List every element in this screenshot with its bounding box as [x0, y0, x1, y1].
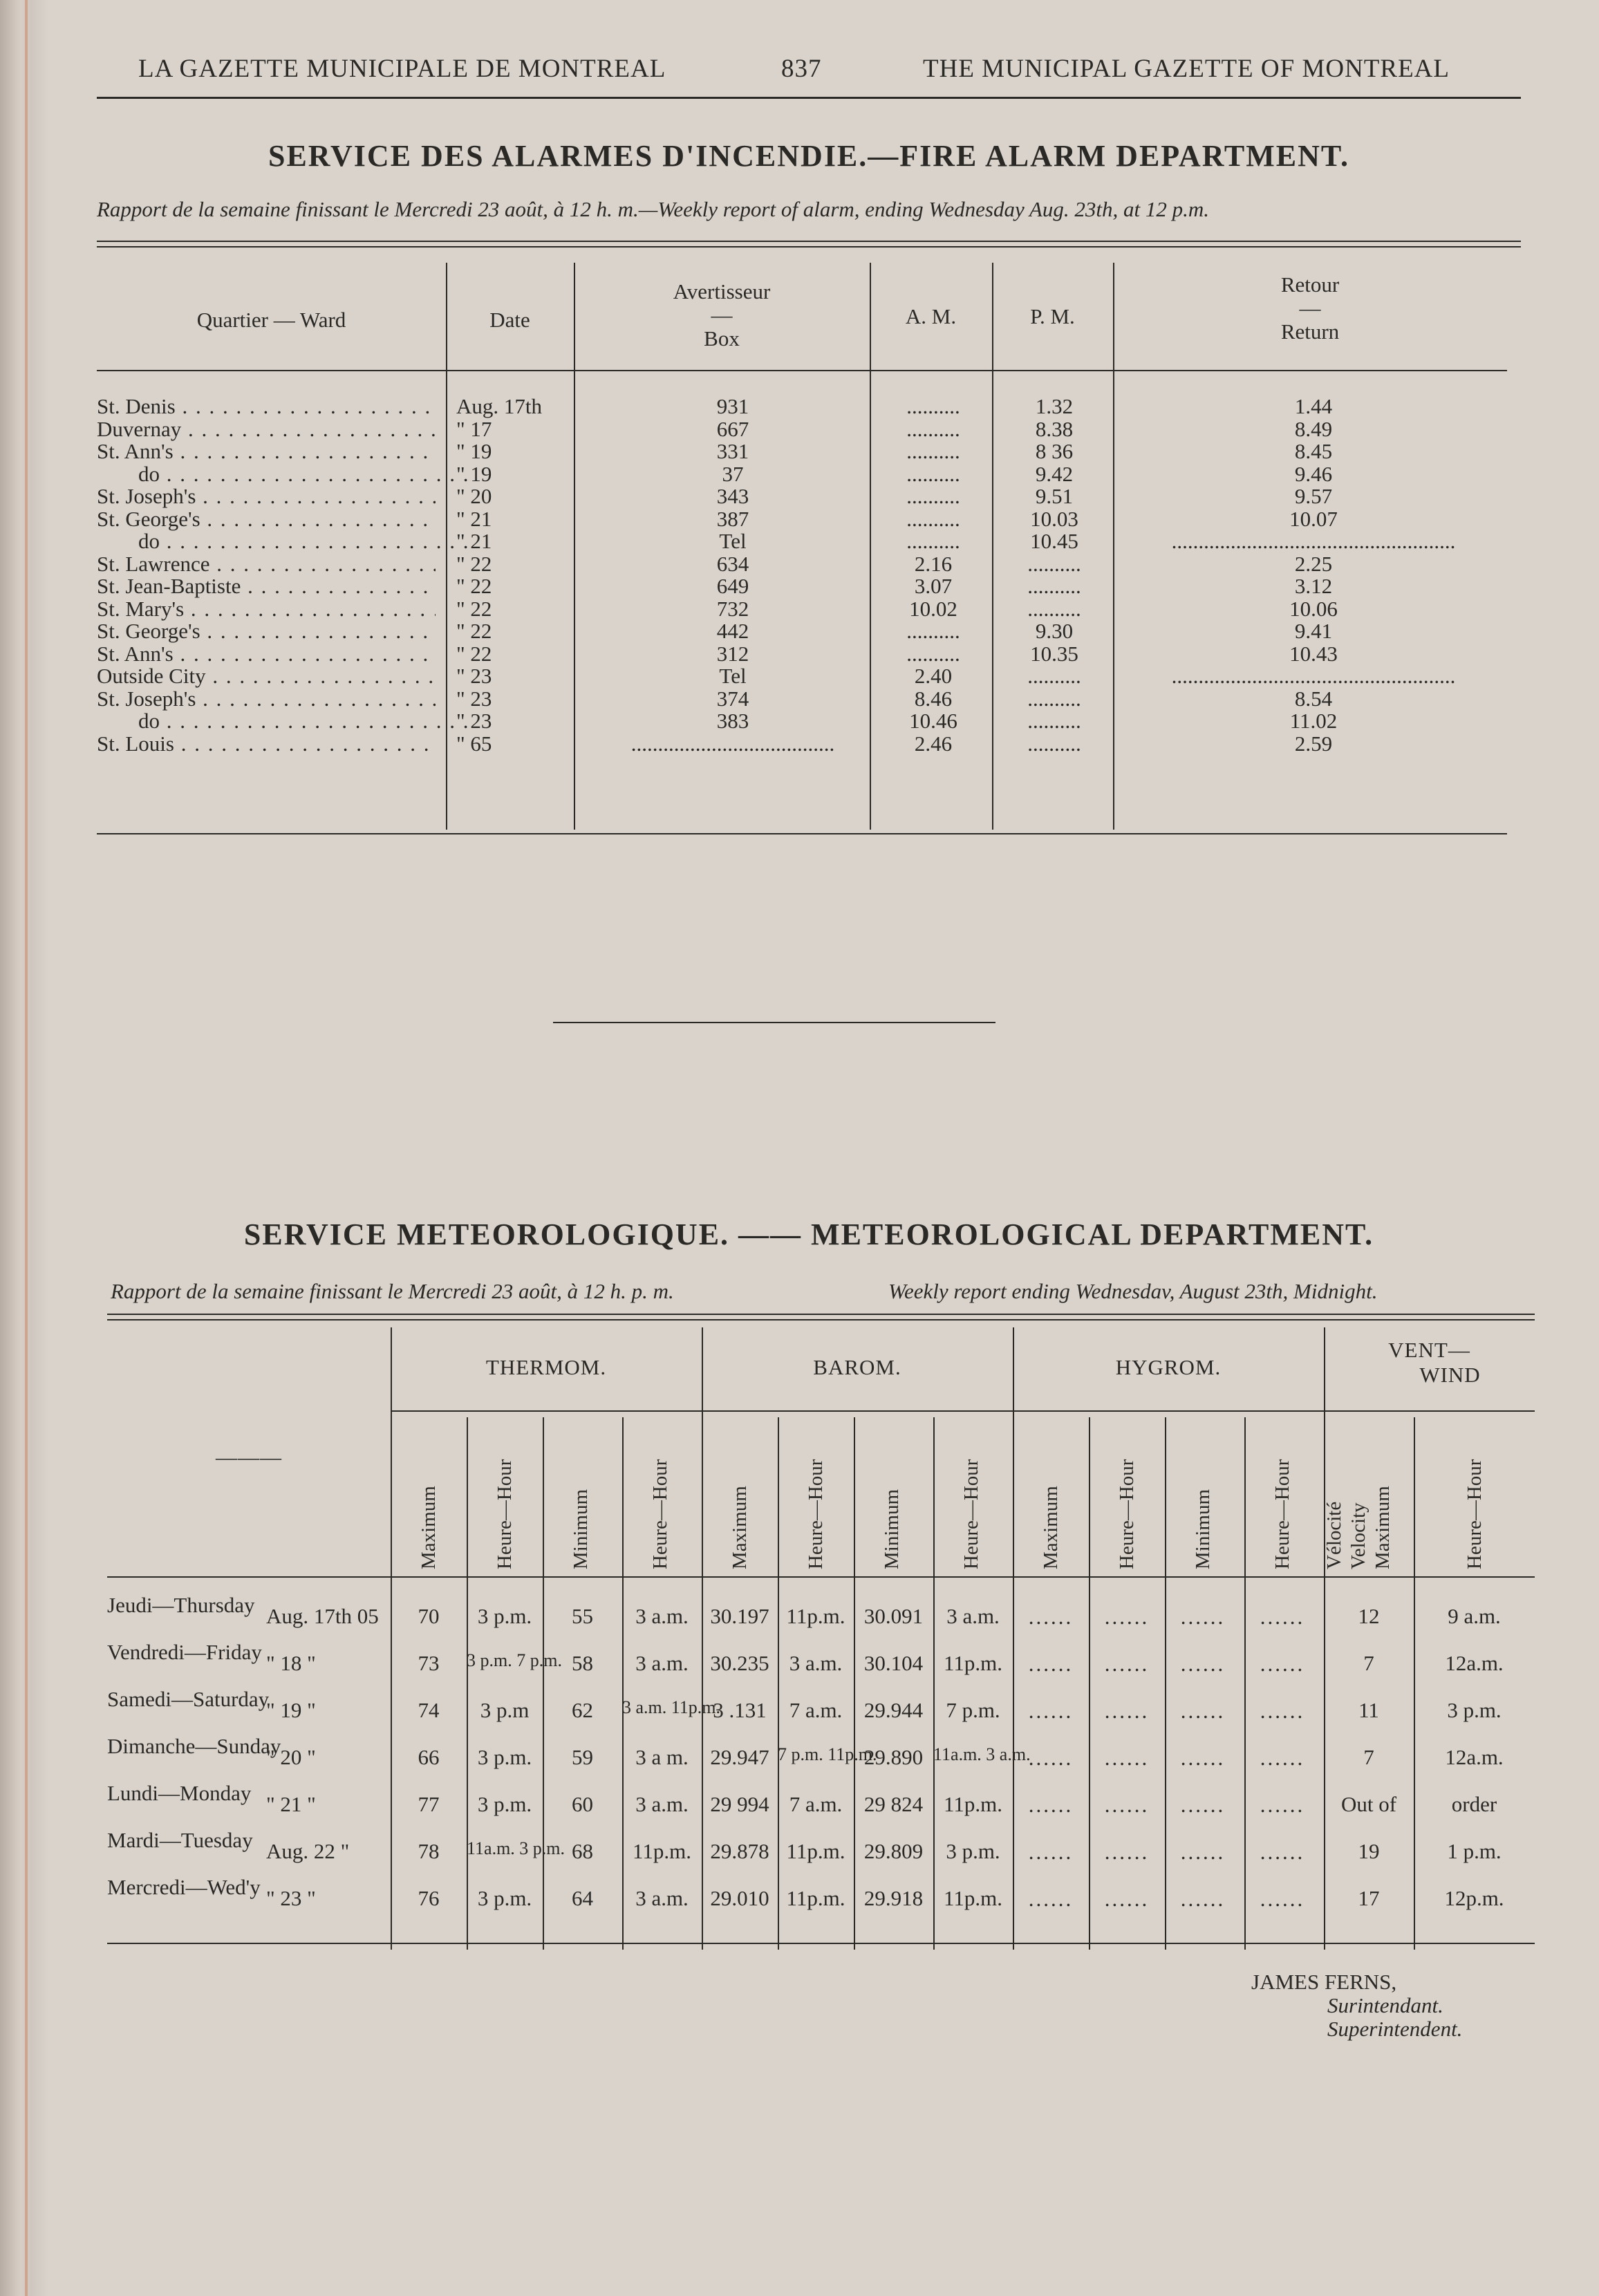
cell-thermom-max: 70	[418, 1604, 440, 1628]
meteorological-table	[107, 1320, 1535, 1957]
cell-hygrom-empty	[1013, 1699, 1089, 1724]
barom-max-header: Maximum	[729, 1486, 751, 1569]
cell-thermom-min: 59	[572, 1745, 593, 1769]
cell-hygrom-empty	[1013, 1652, 1089, 1677]
cell-date: " 22	[456, 641, 492, 666]
cell-date: " 23	[456, 709, 492, 733]
cell-thermom-min-hour: 3 a.m. 11p.m.	[622, 1697, 721, 1717]
fire-table-row	[97, 619, 1521, 641]
cell-hygrom-empty	[1165, 1887, 1241, 1912]
cell-box: 343	[716, 484, 749, 508]
cell-wind-hour: 12a.m.	[1445, 1651, 1504, 1675]
cell-ward: do . . .	[97, 529, 477, 554]
cell-barom-min-hour: 11p.m.	[944, 1792, 1002, 1816]
header-am: A. M.	[905, 304, 957, 328]
cell-date: " 23 "	[266, 1886, 316, 1910]
cell-return: 10.06	[1289, 596, 1338, 621]
hygrom-max-hour-header: Heure—Hour	[1116, 1459, 1138, 1569]
fire-table-row	[97, 664, 1521, 686]
fire-table-row	[97, 709, 1521, 731]
cell-thermom-min: 55	[572, 1604, 593, 1628]
cell-thermom-max-hour: 3 p.m. 7 p.m.	[467, 1650, 562, 1670]
cell-pm: 9.30	[1035, 619, 1074, 643]
cell-ward: St. Mary's . . .	[97, 597, 436, 622]
cell-return: .....................................................	[1171, 529, 1456, 553]
cell-hygrom-empty	[1165, 1652, 1241, 1677]
fire-table-row	[97, 417, 1521, 439]
fire-table-row	[97, 529, 1521, 551]
vent-header-fr: VENT—	[1388, 1338, 1470, 1362]
cell-velocity: 19	[1358, 1839, 1380, 1863]
cell-date: Aug. 17th	[456, 394, 542, 418]
cell-thermom-max-hour: 3 p.m.	[477, 1792, 532, 1816]
cell-date: " 65	[456, 731, 492, 756]
meteo-title: SERVICE METEOROLOGIQUE. —— METEOROLOGICAL DEPARTMENT.	[243, 1217, 1374, 1251]
fire-table-row	[97, 439, 1521, 461]
cell-return: 8.49	[1294, 416, 1333, 441]
meteo-table-row	[107, 1829, 1535, 1876]
cell-am: ..........	[906, 529, 960, 553]
cell-wind-hour: 9 a.m.	[1448, 1604, 1501, 1628]
cell-barom-max-hour: 7 a.m.	[789, 1792, 843, 1816]
cell-thermom-max: 73	[418, 1651, 440, 1675]
meteo-table-row	[107, 1688, 1535, 1735]
cell-hygrom-empty	[1244, 1746, 1320, 1771]
header-return-dash: —	[1299, 296, 1321, 320]
cell-pm: 10.35	[1030, 641, 1078, 666]
header-return	[1113, 273, 1507, 344]
cell-ward: Outside City . . .	[97, 664, 436, 689]
cell-box: 37	[722, 461, 744, 486]
cell-return: 2.25	[1294, 551, 1333, 576]
cell-hygrom-empty	[1013, 1887, 1089, 1912]
cell-date: " 19	[456, 461, 492, 486]
cell-hygrom-empty	[1244, 1887, 1320, 1912]
cell-date: Aug. 22 "	[266, 1839, 350, 1863]
cell-barom-min: 29.809	[863, 1839, 924, 1863]
cell-date: " 21 "	[266, 1792, 316, 1816]
meteo-header-rule	[107, 1576, 1535, 1578]
cell-hygrom-empty	[1165, 1605, 1241, 1630]
cell-ward: St. George's . . .	[97, 619, 436, 644]
header-box-fr: Avertisseur	[673, 279, 771, 304]
signature-title-en: Superintendent.	[1327, 2017, 1463, 2041]
cell-barom-max: 30.235	[710, 1651, 769, 1675]
cell-am: ..........	[906, 461, 960, 486]
header-date: Date	[489, 308, 530, 332]
cell-hygrom-empty	[1013, 1840, 1089, 1865]
cell-velocity: 17	[1358, 1886, 1380, 1910]
cell-hygrom-empty	[1089, 1652, 1165, 1677]
cell-thermom-min: 68	[572, 1839, 593, 1863]
signature-block	[1251, 1970, 1462, 2041]
cell-barom-max: 29.947	[710, 1745, 769, 1769]
cell-box: 667	[716, 416, 749, 441]
meteo-bottom-rule	[107, 1943, 1535, 1944]
cell-wind-hour: 1 p.m.	[1447, 1839, 1502, 1863]
cell-return: 10.43	[1289, 641, 1338, 666]
signature-title-fr: Surintendant.	[1327, 1993, 1443, 2017]
cell-box: 931	[716, 394, 749, 418]
cell-ward: do . . .	[97, 709, 477, 734]
wind-hour-header: Heure—Hour	[1463, 1459, 1486, 1569]
cell-velocity: Out of	[1340, 1792, 1397, 1816]
cell-day: Vendredi—Friday	[107, 1640, 262, 1664]
thermom-max-header: Maximum	[418, 1486, 440, 1569]
cell-return: 1.44	[1294, 394, 1333, 418]
cell-ward: St. Denis . . .	[97, 394, 436, 419]
cell-am: ..........	[906, 506, 960, 531]
cell-pm: ..........	[1027, 551, 1081, 576]
cell-thermom-max: 76	[418, 1886, 440, 1910]
cell-pm: 10.03	[1030, 506, 1078, 531]
fire-table-row	[97, 574, 1521, 596]
cell-pm: 1.32	[1035, 394, 1074, 418]
fire-bottom-rule	[97, 833, 1507, 834]
fire-table-row	[97, 462, 1521, 484]
thermom-min-header: Minimum	[570, 1488, 592, 1569]
cell-pm: ..........	[1027, 686, 1081, 711]
cell-return: .....................................................	[1171, 664, 1456, 688]
meteo-table-row	[107, 1641, 1535, 1688]
cell-ward: St. Jean-Baptiste . . .	[97, 574, 436, 599]
cell-hygrom-empty	[1244, 1840, 1320, 1865]
cell-thermom-max: 74	[418, 1698, 440, 1722]
cell-hygrom-empty	[1244, 1605, 1320, 1630]
cell-return: 3.12	[1294, 574, 1333, 598]
cell-date: " 22	[456, 619, 492, 643]
cell-date: " 17	[456, 416, 492, 441]
cell-ward: St. Lawrence . . .	[97, 552, 436, 577]
cell-date: " 19 "	[266, 1698, 316, 1722]
cell-barom-min: 29.890	[863, 1745, 924, 1769]
cell-velocity: 7	[1363, 1745, 1374, 1769]
fire-table-row	[97, 394, 1521, 416]
cell-thermom-max-hour: 3 p.m	[480, 1698, 530, 1722]
cell-box: 383	[716, 709, 749, 733]
cell-date: " 19	[456, 439, 492, 463]
velocity-header: Vélocité Velocity Maximum	[1323, 1486, 1394, 1569]
cell-thermom-max-hour: 3 p.m.	[477, 1745, 532, 1769]
cell-pm: 8 36	[1035, 439, 1074, 463]
cell-barom-max-hour: 7 a.m.	[789, 1698, 843, 1722]
cell-velocity: 7	[1363, 1651, 1374, 1675]
cell-thermom-max: 78	[418, 1839, 440, 1863]
cell-pm: ..........	[1027, 596, 1081, 621]
cell-barom-max-hour: 3 a.m.	[789, 1651, 843, 1675]
meteo-table-row	[107, 1594, 1535, 1641]
cell-thermom-max-hour: 3 p.m.	[477, 1604, 532, 1628]
cell-pm: 8.38	[1035, 416, 1074, 441]
cell-barom-min-hour: 11p.m.	[944, 1886, 1002, 1910]
cell-thermom-max-hour: 3 p.m.	[477, 1886, 532, 1910]
cell-date: " 20	[456, 484, 492, 508]
cell-am: 3.07	[914, 574, 953, 598]
cell-velocity: 11	[1358, 1698, 1379, 1722]
cell-am: ..........	[906, 416, 960, 441]
cell-thermom-min-hour: 3 a.m.	[635, 1792, 689, 1816]
cell-ward: St. Ann's . . .	[97, 439, 436, 464]
cell-pm: ..........	[1027, 709, 1081, 733]
cell-date: " 20 "	[266, 1745, 316, 1769]
cell-ward: St. Louis . . .	[97, 731, 436, 756]
cell-box: ......................................	[630, 731, 835, 756]
fire-alarm-table	[97, 256, 1521, 850]
meteo-table-row	[107, 1782, 1535, 1829]
cell-thermom-min: 62	[572, 1698, 593, 1722]
cell-am: 8.46	[914, 686, 953, 711]
cell-date: Aug. 17th 05	[266, 1604, 379, 1628]
cell-day: Samedi—Saturday	[107, 1687, 270, 1711]
cell-day: Dimanche—Sunday	[107, 1734, 281, 1758]
fire-table-row	[97, 552, 1521, 574]
cell-box: 649	[716, 574, 749, 598]
fire-table-row	[97, 687, 1521, 709]
vent-header	[1324, 1338, 1535, 1388]
signature-name: JAMES FERNS,	[1251, 1970, 1397, 1994]
cell-barom-max-hour: 11p.m.	[786, 1839, 845, 1863]
cell-hygrom-empty	[1089, 1793, 1165, 1818]
header-box	[574, 280, 870, 351]
cell-barom-min-hour: 3 p.m.	[946, 1839, 1000, 1863]
cell-hygrom-empty	[1089, 1699, 1165, 1724]
cell-wind-hour: 12p.m.	[1444, 1886, 1504, 1910]
cell-barom-min: 29.918	[863, 1886, 924, 1910]
barom-min-header: Minimum	[881, 1488, 903, 1569]
cell-ward: St. Joseph's . . .	[97, 687, 436, 711]
meteo-top-rule-1	[107, 1314, 1535, 1315]
barom-min-hour-header: Heure—Hour	[960, 1459, 982, 1569]
cell-date: " 18 "	[266, 1651, 316, 1675]
cell-day: Lundi—Monday	[107, 1781, 252, 1805]
cell-hygrom-empty	[1244, 1793, 1320, 1818]
cell-hygrom-empty	[1244, 1699, 1320, 1724]
header-return-fr: Retour	[1280, 272, 1340, 297]
cell-barom-max: 3 .131	[713, 1698, 767, 1722]
meteo-table-row	[107, 1876, 1535, 1923]
cell-barom-max: 29 994	[710, 1792, 769, 1816]
cell-hygrom-empty	[1089, 1605, 1165, 1630]
blank-header: ———	[216, 1445, 282, 1469]
cell-wind-hour: 3 p.m.	[1447, 1698, 1502, 1722]
cell-barom-max: 29.878	[710, 1839, 769, 1863]
cell-am: ..........	[906, 619, 960, 643]
cell-return: 11.02	[1289, 709, 1338, 733]
cell-thermom-max-hour: 11a.m. 3 p.m.	[467, 1838, 565, 1858]
cell-am: ..........	[906, 439, 960, 463]
cell-box: 442	[716, 619, 749, 643]
head-rule	[97, 97, 1521, 99]
gazette-page	[90, 0, 1528, 2296]
cell-day: Mercredi—Wed'y	[107, 1875, 261, 1899]
cell-barom-max: 30.197	[710, 1604, 769, 1628]
cell-day: Mardi—Tuesday	[107, 1828, 253, 1852]
cell-am: ..........	[906, 394, 960, 418]
cell-box: Tel	[719, 529, 747, 553]
fire-top-rule-1	[97, 241, 1521, 242]
cell-thermom-min: 58	[572, 1651, 593, 1675]
cell-am: 2.16	[914, 551, 953, 576]
fire-table-row	[97, 731, 1521, 754]
cell-ward: do . . .	[97, 462, 477, 487]
meteo-subtitle-fr: Rapport de la semaine finissant le Mercredi 23 août, à 12 h. p. m.	[111, 1279, 674, 1303]
cell-hygrom-empty	[1165, 1699, 1241, 1724]
cell-date: " 23	[456, 664, 492, 688]
hygrom-header: HYGROM.	[1115, 1355, 1222, 1379]
meteo-subtitle-en: Weekly report ending Wednesdav, August 23th, Midnight.	[888, 1279, 1378, 1303]
header-box-dash: —	[711, 303, 733, 327]
running-head-right: THE MUNICIPAL GAZETTE OF MONTREAL	[923, 55, 1450, 83]
header-pm: P. M.	[1030, 304, 1075, 328]
hygrom-min-header: Minimum	[1192, 1488, 1214, 1569]
fire-table-row	[97, 484, 1521, 506]
fire-table-row	[97, 507, 1521, 529]
cell-ward: St. George's . . .	[97, 507, 436, 532]
cell-barom-min: 30.091	[863, 1604, 924, 1628]
cell-thermom-min-hour: 3 a.m.	[635, 1651, 689, 1675]
cell-ward: St. Joseph's . . .	[97, 484, 436, 509]
thermom-max-hour-header: Heure—Hour	[494, 1459, 516, 1569]
fire-subtitle: Rapport de la semaine finissant le Mercredi 23 août, à 12 h. m.—Weekly report of alarm, ending Wednesday Aug. 23th, at 12 p.m.	[97, 197, 1209, 221]
cell-am: ..........	[906, 484, 960, 508]
cell-am: 10.02	[909, 596, 957, 621]
cell-barom-max-hour: 11p.m.	[786, 1604, 845, 1628]
page-number: 837	[781, 55, 822, 83]
cell-hygrom-empty	[1244, 1652, 1320, 1677]
cell-box: 387	[716, 506, 749, 531]
fire-header-rule	[97, 370, 1507, 371]
cell-pm: 10.45	[1030, 529, 1078, 553]
cell-pm: 9.42	[1035, 461, 1074, 486]
cell-barom-min-hour: 3 a.m.	[946, 1604, 1000, 1628]
cell-date: " 21	[456, 506, 492, 531]
cell-thermom-max: 77	[418, 1792, 440, 1816]
cell-hygrom-empty	[1013, 1605, 1089, 1630]
cell-ward: Duvernay . . .	[97, 417, 436, 442]
cell-date: " 22	[456, 551, 492, 576]
cell-return: 10.07	[1289, 506, 1338, 531]
cell-return: 9.57	[1294, 484, 1333, 508]
cell-thermom-max: 66	[418, 1745, 440, 1769]
page-edge	[0, 0, 48, 2296]
vent-header-en: WIND	[1419, 1363, 1481, 1387]
cell-thermom-min-hour: 3 a m.	[635, 1745, 689, 1769]
cell-hygrom-empty	[1165, 1746, 1241, 1771]
cell-return: 9.46	[1294, 461, 1333, 486]
barom-header: BAROM.	[813, 1355, 901, 1379]
cell-pm: ..........	[1027, 664, 1081, 688]
cell-day: Jeudi—Thursday	[107, 1593, 255, 1617]
cell-box: 312	[716, 641, 749, 666]
cell-box: Tel	[719, 664, 747, 688]
cell-thermom-min-hour: 3 a.m.	[635, 1604, 689, 1628]
cell-am: ..........	[906, 641, 960, 666]
cell-return: 8.45	[1294, 439, 1333, 463]
cell-thermom-min: 60	[572, 1792, 593, 1816]
cell-hygrom-empty	[1165, 1793, 1241, 1818]
cell-return: 8.54	[1294, 686, 1333, 711]
cell-barom-min-hour: 11p.m.	[944, 1651, 1002, 1675]
fire-table-row	[97, 642, 1521, 664]
thermom-header: THERMOM.	[485, 1355, 607, 1379]
hygrom-min-hour-header: Heure—Hour	[1271, 1459, 1293, 1569]
cell-ward: St. Ann's . . .	[97, 642, 436, 666]
barom-max-hour-header: Heure—Hour	[805, 1459, 827, 1569]
cell-pm: 9.51	[1035, 484, 1074, 508]
fire-table-row	[97, 597, 1521, 619]
cell-box: 732	[716, 596, 749, 621]
cell-velocity: 12	[1358, 1604, 1380, 1628]
cell-barom-max: 29.010	[710, 1886, 769, 1910]
cell-barom-min: 30.104	[863, 1651, 924, 1675]
cell-hygrom-empty	[1089, 1840, 1165, 1865]
meteo-table-row	[107, 1735, 1535, 1782]
cell-return: 2.59	[1294, 731, 1333, 756]
cell-box: 634	[716, 551, 749, 576]
cell-barom-max-hour: 7 p.m. 11p.m.	[778, 1744, 877, 1764]
header-return-en: Return	[1280, 319, 1340, 344]
cell-thermom-min-hour: 3 a.m.	[635, 1886, 689, 1910]
cell-barom-min-hour: 11a.m. 3 a.m.	[933, 1744, 1031, 1764]
cell-barom-max-hour: 11p.m.	[786, 1886, 845, 1910]
cell-hygrom-empty	[1165, 1840, 1241, 1865]
header-ward: Quartier — Ward	[196, 308, 346, 332]
cell-am: 10.46	[909, 709, 957, 733]
cell-hygrom-empty	[1089, 1746, 1165, 1771]
cell-hygrom-empty	[1013, 1746, 1089, 1771]
cell-barom-min: 29.944	[863, 1698, 924, 1722]
fire-top-rule-2	[97, 246, 1521, 248]
thermom-min-hour-header: Heure—Hour	[649, 1459, 671, 1569]
header-box-en: Box	[704, 326, 740, 351]
cell-am: 2.46	[914, 731, 953, 756]
cell-date: " 22	[456, 574, 492, 598]
cell-pm: ..........	[1027, 731, 1081, 756]
cell-barom-min-hour: 7 p.m.	[946, 1698, 1000, 1722]
cell-date: " 23	[456, 686, 492, 711]
section-separator	[553, 1022, 995, 1023]
hygrom-max-header: Maximum	[1040, 1486, 1062, 1569]
cell-hygrom-empty	[1089, 1887, 1165, 1912]
cell-box: 374	[716, 686, 749, 711]
cell-box: 331	[716, 439, 749, 463]
cell-date: " 22	[456, 596, 492, 621]
cell-am: 2.40	[914, 664, 953, 688]
cell-pm: ..........	[1027, 574, 1081, 598]
cell-wind-hour: order	[1451, 1792, 1497, 1816]
cell-thermom-min: 64	[572, 1886, 593, 1910]
page-fold	[25, 0, 28, 2296]
cell-date: " 21	[456, 529, 492, 553]
fire-title: SERVICE DES ALARMES D'INCENDIE.—FIRE ALARM DEPARTMENT.	[268, 139, 1350, 173]
cell-return: 9.41	[1294, 619, 1333, 643]
cell-hygrom-empty	[1013, 1793, 1089, 1818]
running-head-left: LA GAZETTE MUNICIPALE DE MONTREAL	[138, 55, 666, 83]
cell-thermom-min-hour: 11p.m.	[633, 1839, 691, 1863]
cell-barom-min: 29 824	[863, 1792, 924, 1816]
cell-wind-hour: 12a.m.	[1445, 1745, 1504, 1769]
